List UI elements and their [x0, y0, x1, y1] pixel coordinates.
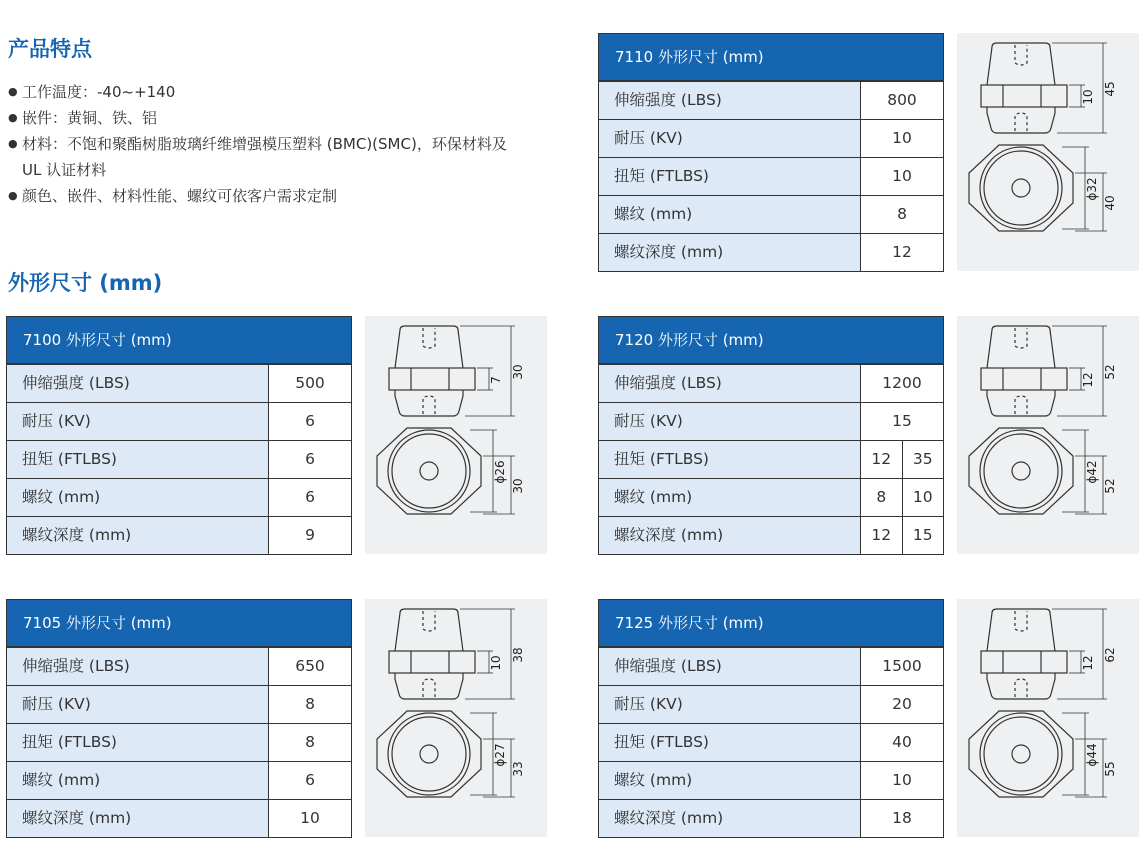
spec-value: 500	[269, 365, 351, 402]
spec-row	[7, 402, 351, 440]
spec-row	[599, 233, 943, 271]
total-height-label: 45	[1103, 81, 1117, 97]
spec-label: 扭矩 (FTLBS)	[7, 441, 269, 478]
spec-label: 扭矩 (FTLBS)	[599, 441, 861, 478]
spec-value: 20	[861, 686, 943, 723]
across-label: 40	[1103, 195, 1117, 211]
band-height-label: 12	[1081, 372, 1095, 388]
spec-value: 10	[861, 158, 943, 195]
feature-item: ● 颜色、嵌件、材料性能、螺纹可依客户需求定制	[8, 183, 528, 209]
insulator-drawing	[365, 599, 547, 837]
features-list	[8, 79, 528, 209]
spec-label: 扭矩 (FTLBS)	[599, 158, 861, 195]
across-label: 30	[511, 478, 525, 494]
across-label: 55	[1103, 761, 1117, 777]
spec-table-title: 7100 外形尺寸 (mm)	[7, 317, 351, 364]
spec-label: 伸缩强度 (LBS)	[599, 82, 861, 119]
spec-value: 15	[861, 403, 943, 440]
insulator-drawing	[957, 33, 1139, 271]
spec-table-title: 7120 外形尺寸 (mm)	[599, 317, 943, 364]
spec-row	[599, 761, 943, 799]
insulator-drawing	[365, 316, 547, 554]
spec-label: 螺纹深度 (mm)	[7, 517, 269, 554]
insulator-drawing-svg	[365, 316, 547, 554]
spec-value: 8	[269, 724, 351, 761]
spec-label: 耐压 (KV)	[599, 120, 861, 157]
spec-label: 扭矩 (FTLBS)	[599, 724, 861, 761]
diameter-label: ϕ27	[493, 743, 507, 767]
features-title: 产品特点	[8, 37, 92, 61]
insulator-drawing-svg	[365, 599, 547, 837]
spec-value: 10	[861, 762, 943, 799]
spec-table	[6, 599, 352, 838]
total-height-label: 62	[1103, 647, 1117, 663]
spec-label: 螺纹深度 (mm)	[599, 234, 861, 271]
spec-table	[598, 316, 944, 555]
insulator-drawing-svg	[957, 33, 1139, 271]
spec-label: 螺纹 (mm)	[599, 479, 861, 516]
spec-row	[599, 723, 943, 761]
spec-label: 螺纹 (mm)	[599, 762, 861, 799]
spec-label: 螺纹 (mm)	[7, 479, 269, 516]
band-height-label: 12	[1081, 655, 1095, 671]
spec-label: 伸缩强度 (LBS)	[7, 648, 269, 685]
spec-label: 耐压 (KV)	[7, 686, 269, 723]
diameter-label: ϕ42	[1085, 460, 1099, 484]
spec-row	[7, 647, 351, 685]
spec-row	[599, 119, 943, 157]
spec-value: 10	[861, 120, 943, 157]
spec-row	[599, 195, 943, 233]
insulator-drawing-svg	[957, 316, 1139, 554]
spec-table	[598, 33, 944, 272]
insulator-drawing	[957, 599, 1139, 837]
spec-row	[599, 516, 943, 554]
diameter-label: ϕ32	[1085, 177, 1099, 201]
spec-value: 10	[269, 800, 351, 837]
spec-value: 6	[269, 762, 351, 799]
spec-row	[7, 761, 351, 799]
insulator-drawing-svg	[957, 599, 1139, 837]
spec-value: 6	[269, 403, 351, 440]
spec-table-title: 7110 外形尺寸 (mm)	[599, 34, 943, 81]
spec-value: 6	[269, 479, 351, 516]
spec-row	[599, 402, 943, 440]
spec-value: 12	[861, 441, 902, 478]
spec-table-title: 7105 外形尺寸 (mm)	[7, 600, 351, 647]
spec-row	[7, 364, 351, 402]
spec-value: 1200	[861, 365, 943, 402]
spec-value: 9	[269, 517, 351, 554]
across-label: 33	[511, 761, 525, 777]
diameter-label: ϕ44	[1085, 743, 1099, 767]
total-height-label: 30	[511, 364, 525, 380]
spec-row	[599, 364, 943, 402]
spec-row	[599, 685, 943, 723]
spec-label: 螺纹 (mm)	[599, 196, 861, 233]
feature-item: ● 嵌件：黄铜、铁、铝	[8, 105, 528, 131]
diameter-label: ϕ26	[493, 460, 507, 484]
spec-table-title: 7125 外形尺寸 (mm)	[599, 600, 943, 647]
spec-row	[7, 440, 351, 478]
total-height-label: 52	[1103, 364, 1117, 380]
spec-row	[7, 685, 351, 723]
total-height-label: 38	[511, 647, 525, 663]
spec-value: 40	[861, 724, 943, 761]
spec-value: 10	[902, 479, 944, 516]
spec-row	[7, 516, 351, 554]
band-height-label: 7	[489, 376, 503, 384]
spec-value: 35	[902, 441, 944, 478]
spec-label: 扭矩 (FTLBS)	[7, 724, 269, 761]
spec-label: 螺纹深度 (mm)	[599, 517, 861, 554]
spec-value: 18	[861, 800, 943, 837]
dimensions-title: 外形尺寸 (mm)	[8, 271, 163, 295]
spec-row	[599, 81, 943, 119]
feature-item: ● 工作温度：-40~+140	[8, 79, 528, 105]
across-label: 52	[1103, 478, 1117, 494]
spec-label: 伸缩强度 (LBS)	[599, 648, 861, 685]
spec-table	[6, 316, 352, 555]
spec-label: 耐压 (KV)	[599, 686, 861, 723]
band-height-label: 10	[1081, 89, 1095, 105]
spec-value: 6	[269, 441, 351, 478]
spec-row	[599, 478, 943, 516]
spec-value: 1500	[861, 648, 943, 685]
spec-value: 12	[861, 517, 902, 554]
spec-label: 伸缩强度 (LBS)	[599, 365, 861, 402]
spec-row	[7, 799, 351, 837]
band-height-label: 10	[489, 655, 503, 671]
spec-row	[599, 647, 943, 685]
spec-label: 螺纹深度 (mm)	[7, 800, 269, 837]
feature-item: ● 材料：不饱和聚酯树脂玻璃纤维增强模压塑料 (BMC)(SMC)，环保材料及 UL 认证材料	[8, 131, 528, 183]
spec-value: 12	[861, 234, 943, 271]
spec-table	[598, 599, 944, 838]
spec-label: 耐压 (KV)	[7, 403, 269, 440]
spec-value: 8	[861, 479, 902, 516]
spec-value: 8	[861, 196, 943, 233]
spec-label: 螺纹 (mm)	[7, 762, 269, 799]
spec-value: 8	[269, 686, 351, 723]
spec-label: 螺纹深度 (mm)	[599, 800, 861, 837]
spec-row	[7, 723, 351, 761]
spec-label: 耐压 (KV)	[599, 403, 861, 440]
spec-row	[599, 799, 943, 837]
insulator-drawing	[957, 316, 1139, 554]
spec-value: 15	[902, 517, 944, 554]
spec-value: 800	[861, 82, 943, 119]
spec-row	[599, 157, 943, 195]
spec-value: 650	[269, 648, 351, 685]
spec-row	[7, 478, 351, 516]
spec-row	[599, 440, 943, 478]
spec-label: 伸缩强度 (LBS)	[7, 365, 269, 402]
